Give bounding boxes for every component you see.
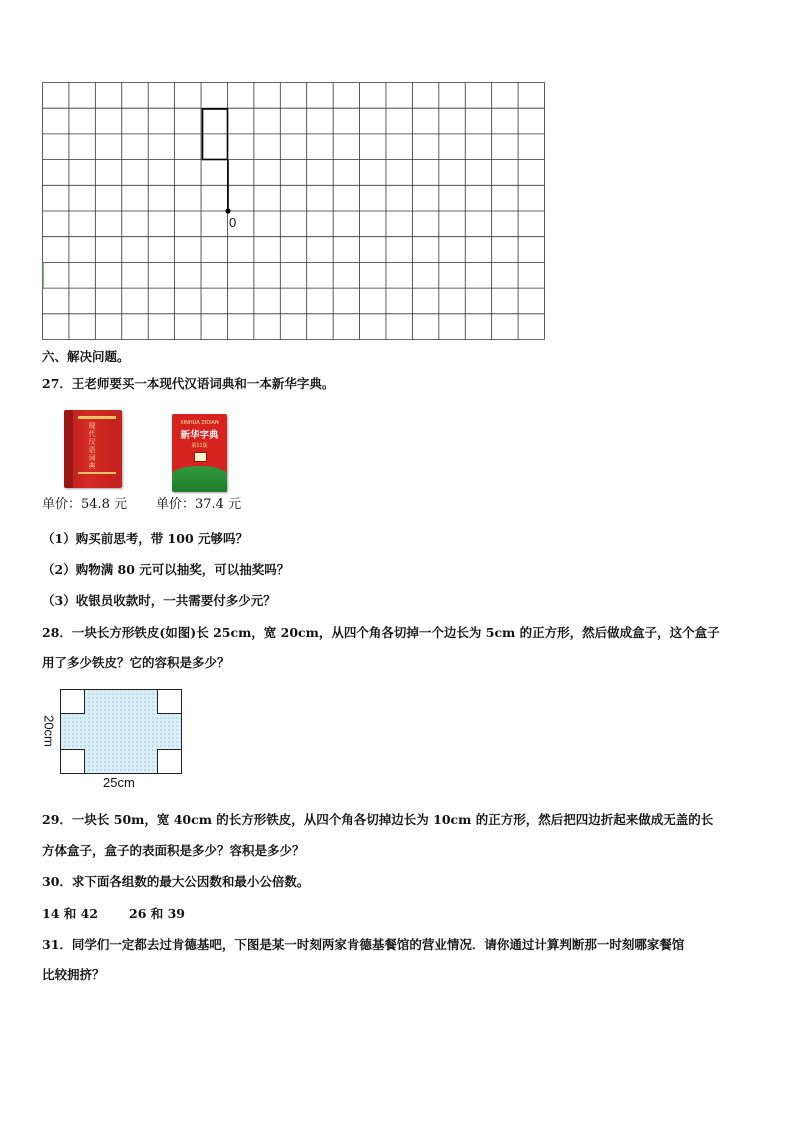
section-heading: 六、解决问题。: [42, 349, 130, 364]
book2-pinyin: XINHUA ZIDIAN: [180, 420, 219, 426]
number-pair-1: 14 和 42: [42, 906, 98, 921]
book1-price: 单价：54.8 元: [42, 497, 128, 512]
question-30-text: 30．求下面各组数的最大公因数和最小公倍数。: [42, 874, 310, 889]
coordinate-grid: [42, 82, 545, 340]
origin-label: 0: [229, 215, 237, 230]
corner-square-top-left: [61, 690, 85, 714]
number-pair-2: 26 和 39: [129, 906, 185, 921]
question-31-line-1: 31．同学们一定都去过肯德基吧，下图是某一时刻两家肯德基餐馆的营业情况．请你通过计算判断那一时刻哪家餐馆: [42, 937, 685, 952]
question-27-sub-1: （1）购买前思考，带 100 元够吗？: [42, 531, 248, 546]
book1-title: 现代汉语词典: [88, 422, 96, 470]
book2-edition: 第11版: [191, 443, 208, 449]
book2-price: 单价：37.4 元: [156, 497, 242, 512]
sheet-metal-figure: [60, 689, 182, 774]
question-27-sub-2: （2）购物满 80 元可以抽奖，可以抽奖吗？: [42, 562, 290, 577]
question-27-sub-3: （3）收银员收款时，一共需要付多少元？: [42, 593, 276, 608]
question-28-line-2: 用了多少铁皮？它的容积是多少？: [42, 655, 230, 670]
book-image-modern-chinese-dictionary: [64, 410, 122, 488]
height-label: 20cm: [41, 715, 57, 747]
width-label: 25cm: [103, 775, 135, 790]
origin-point: [225, 208, 230, 213]
corner-square-bottom-right: [158, 750, 182, 774]
question-27-text: 27．王老师要买一本现代汉语词典和一本新华字典。: [42, 376, 335, 391]
question-31-line-2: 比较拥挤？: [42, 967, 105, 982]
question-29-line-2: 方体盒子，盒子的表面积是多少？容积是多少？: [42, 843, 305, 858]
question-29-line-1: 29．一块长 50m，宽 40cm 的长方形铁皮，从四个角各切掉边长为 10cm 的正方形，然后把四边折起来做成无盖的长: [42, 812, 714, 827]
book2-title: 新华字典: [180, 430, 219, 441]
sheet-metal-diagram: [60, 689, 182, 774]
corner-square-bottom-left: [61, 750, 85, 774]
grid-figure: [42, 82, 545, 340]
corner-square-top-right: [158, 690, 182, 714]
question-28-line-1: 28．一块长方形铁皮(如图)长 25cm，宽 20cm，从四个角各切掉一个边长为 5cm 的正方形，然后做成盒子，这个盒子: [42, 625, 720, 640]
book-image-xinhua-dictionary: [172, 414, 227, 492]
